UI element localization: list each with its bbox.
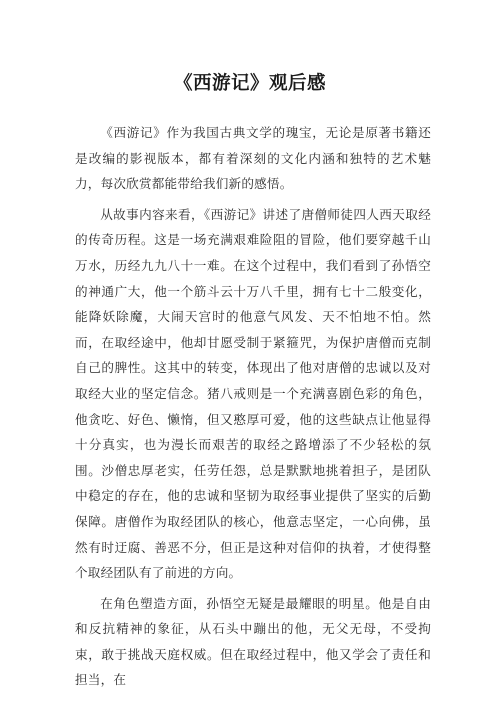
paragraph-story-content: 从故事内容来看，《西游记》讲述了唐僧师徒四人西天取经的传奇历程。这是一场充满艰难险阻的冒险，他们要穿越千山万水，历经九九八十一难。在这个过程中，我们看到了孙悟空的神通广大，他一个筋斗云十万八千里，拥有七十二般变化，能降妖除魔，大闹天宫时的他意气风发、天不怕地不怕。然而，在取经途中，他却甘愿受制于紧箍咒，为保护唐僧而克制自己的脾性。这其中的转变，体现出了他对唐僧的忠诚以及对取经大业的坚定信念。猪八戒则是一个充满喜剧色彩的角色，他贪吃、好色、懒惰，但又憨厚可爱，他的这些缺点让他显得十分真实，也为漫长而艰苦的取经之路增添了不少轻松的氛围。沙僧忠厚老实，任劳任怨，总是默默地挑着担子，是团队中稳定的存在，他的忠诚和坚韧为取经事业提供了坚实的后勤保障。唐僧作为取经团队的核心，他意志坚定，一心向佛，虽然有时迂腐、善恶不分，但正是这种对信仰的执着，才使得整个取经团队有了前进的方向。 [75, 206, 431, 581]
paragraph-character-portrayal: 在角色塑造方面，孙悟空无疑是最耀眼的明星。他是自由和反抗精神的象征，从石头中蹦出的他，无父无母，不受拘束，敢于挑战天庭权威。但在取经过程中，他又学会了责任和担当，在 [75, 595, 431, 688]
document-title: 《西游记》观后感 [173, 73, 326, 94]
paragraph-intro: 《西游记》作为我国古典文学的瑰宝，无论是原著书籍还是改编的影视版本，都有着深刻的文化内涵和独特的艺术魅力，每次欣赏都能带给我们新的感悟。 [75, 125, 431, 192]
document-body [75, 120, 431, 698]
